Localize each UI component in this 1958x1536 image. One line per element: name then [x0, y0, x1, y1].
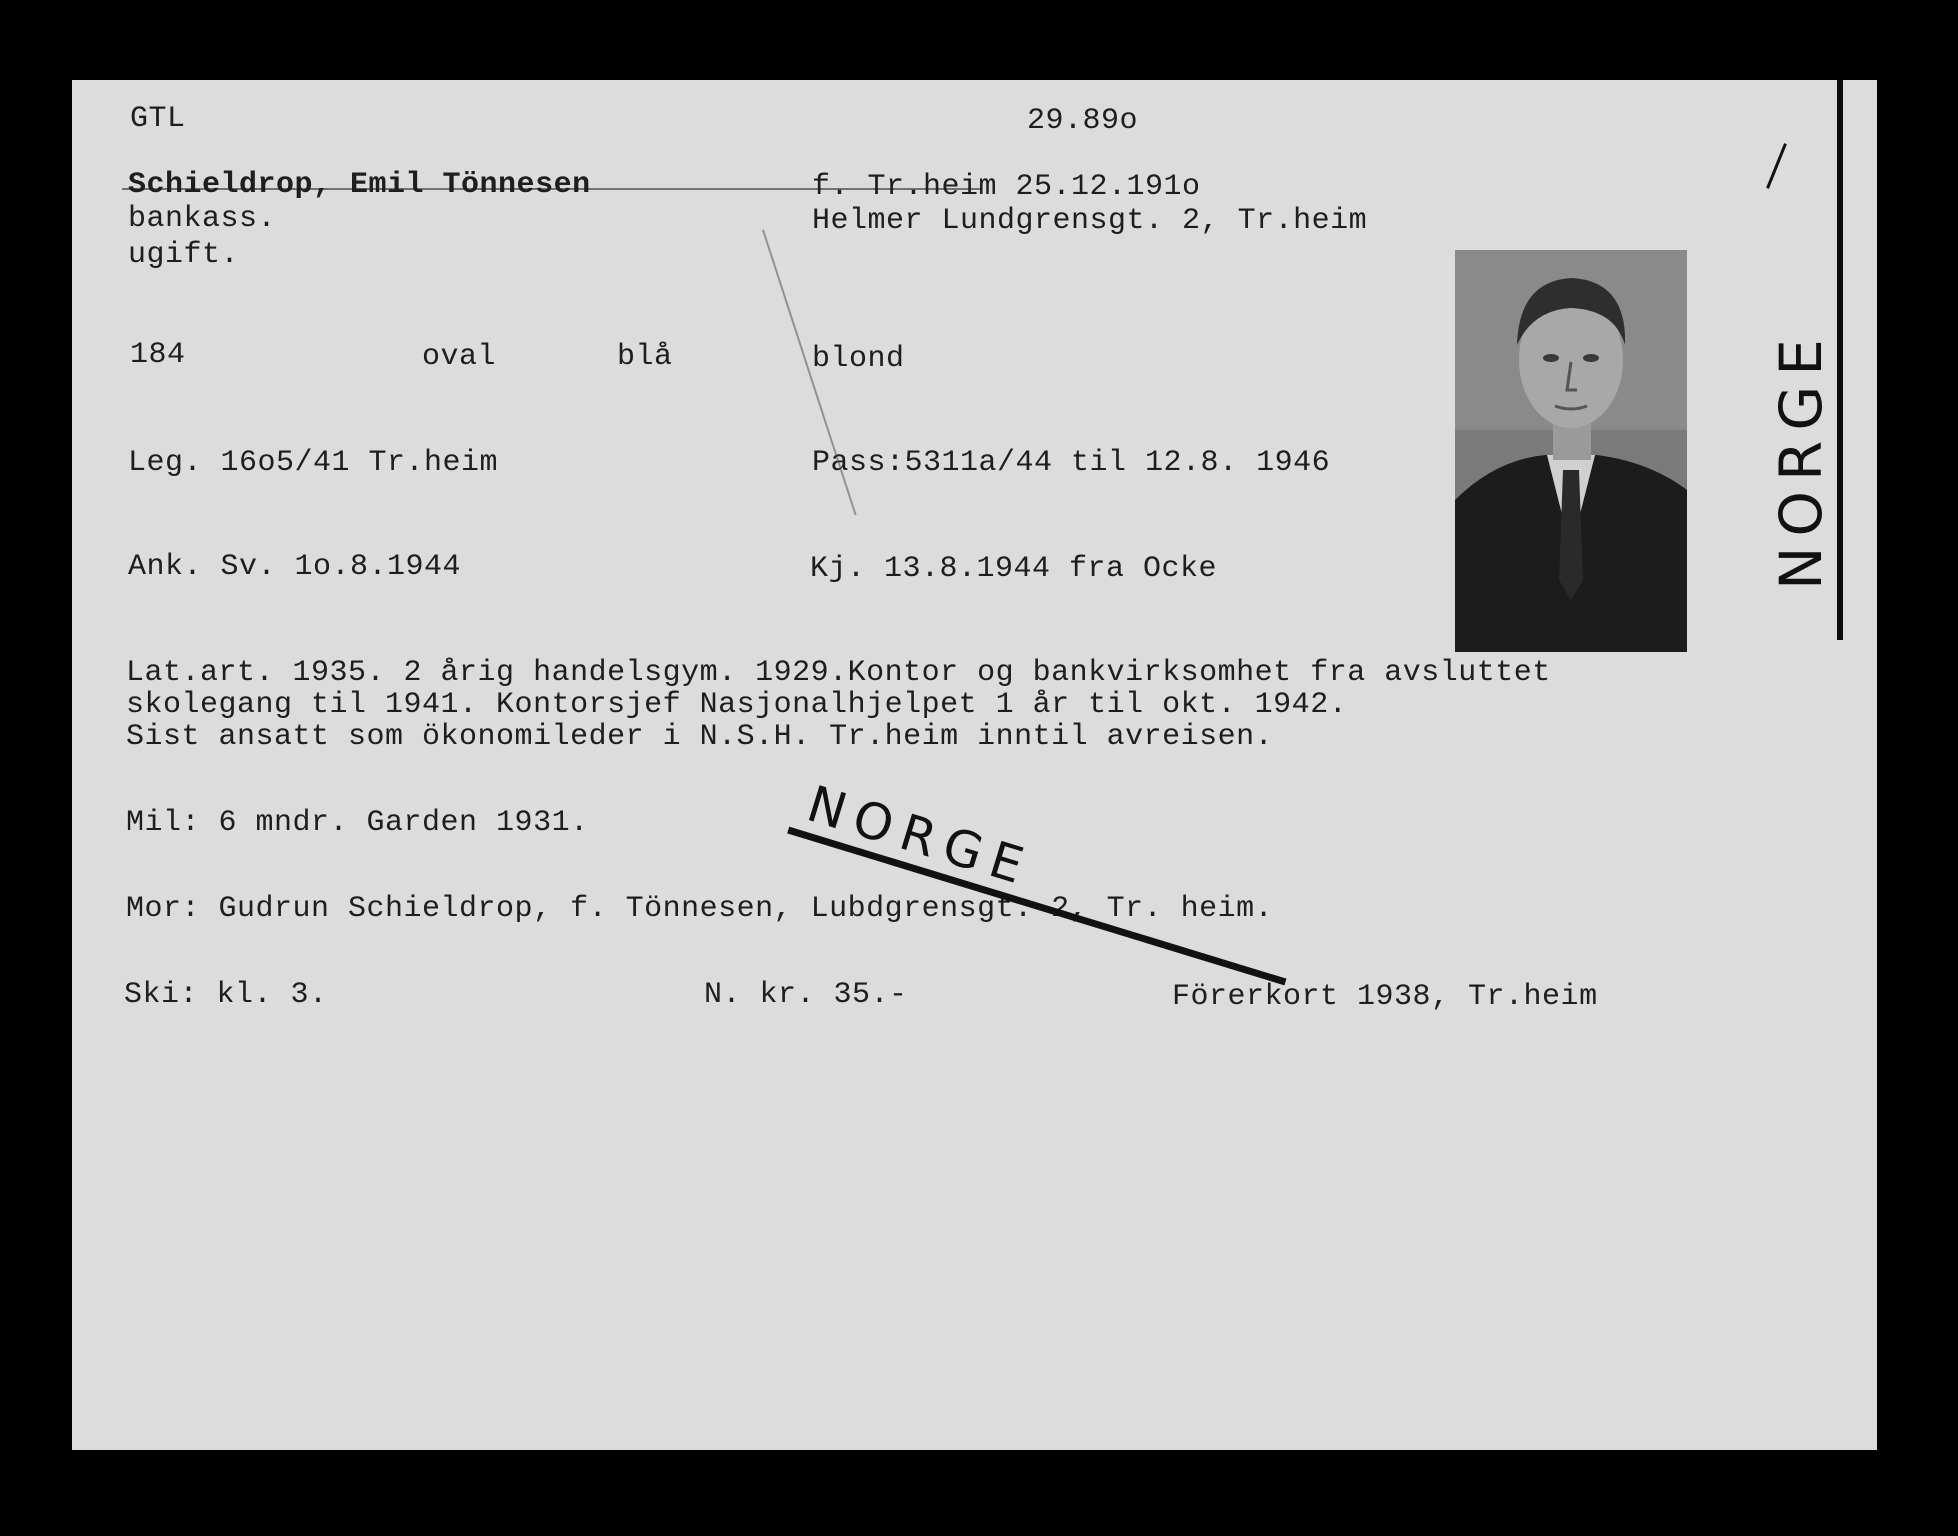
card-edge-line	[1837, 80, 1843, 640]
marital-status: ugift.	[128, 238, 240, 272]
card-number: 29.89o	[1027, 104, 1139, 138]
birth-info: f. Tr.heim 25.12.191o	[812, 170, 1201, 204]
passport: Pass:5311a/44 til 12.8. 1946	[812, 446, 1331, 480]
hair-color: blond	[812, 342, 905, 376]
card-code: GTL	[130, 102, 186, 136]
person-name: Schieldrop, Emil Tönnesen	[128, 168, 591, 202]
military-service: Mil: 6 mndr. Garden 1931.	[126, 806, 589, 840]
education-line-1: Lat.art. 1935. 2 årig handelsgym. 1929.Kontor og bankvirksomhet fra avsluttet	[126, 656, 1551, 690]
mother: Mor: Gudrun Schieldrop, f. Tönnesen, Lubdgrensgt. 2, Tr. heim.	[126, 892, 1274, 926]
occupation: bankass.	[128, 202, 277, 236]
driver-license: Förerkort 1938, Tr.heim	[1172, 980, 1598, 1014]
address: Helmer Lundgrensgt. 2, Tr.heim	[812, 204, 1368, 238]
arrival: Ank. Sv. 1o.8.1944	[128, 550, 462, 584]
portrait-photo	[1455, 250, 1687, 652]
norge-stamp-diagonal	[787, 775, 1302, 985]
index-card	[72, 80, 1877, 1450]
education-line-2: skolegang til 1941. Kontorsjef Nasjonalhjelpet 1 år til okt. 1942.	[126, 688, 1348, 722]
legitimation: Leg. 16o5/41 Tr.heim	[128, 446, 499, 480]
money-amount: N. kr. 35.-	[704, 978, 908, 1012]
ski-class: Ski: kl. 3.	[124, 978, 328, 1012]
eye-color: blå	[617, 340, 673, 374]
education-line-3: Sist ansatt som ökonomileder i N.S.H. Tr.heim inntil avreisen.	[126, 720, 1274, 754]
norge-stamp-diagonal-text: NORGE	[800, 774, 1040, 898]
height: 184	[130, 338, 186, 372]
norge-stamp-vertical: NORGE	[1767, 329, 1835, 590]
pen-tick-mark	[1766, 143, 1787, 189]
face-shape: oval	[422, 340, 497, 374]
departure: Kj. 13.8.1944 fra Ocke	[810, 552, 1218, 586]
